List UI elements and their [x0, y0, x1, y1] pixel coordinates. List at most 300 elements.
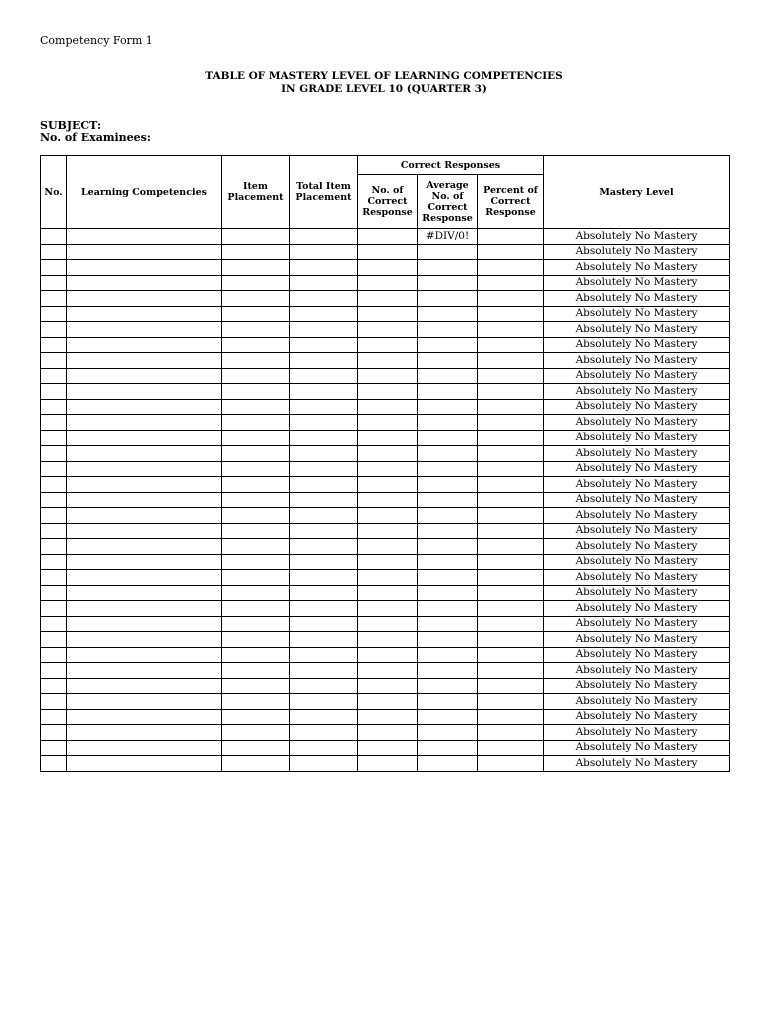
cell-average-correct [418, 353, 478, 369]
cell-no-correct [358, 384, 418, 400]
cell-average-correct: #DIV/0! [418, 229, 478, 245]
header-correct-responses: Correct Responses [358, 156, 544, 175]
cell-percent-correct [478, 368, 544, 384]
cell-total-item-placement [290, 647, 358, 663]
cell-competency [67, 461, 222, 477]
cell-total-item-placement [290, 275, 358, 291]
cell-average-correct [418, 415, 478, 431]
cell-percent-correct [478, 554, 544, 570]
cell-competency [67, 337, 222, 353]
table-row [41, 539, 730, 555]
cell-percent-correct [478, 508, 544, 524]
table-row [41, 337, 730, 353]
cell-competency [67, 384, 222, 400]
cell-average-correct [418, 570, 478, 586]
cell-mastery-level: Absolutely No Mastery [544, 694, 730, 710]
cell-no [41, 244, 67, 260]
cell-no-correct [358, 368, 418, 384]
cell-no [41, 461, 67, 477]
cell-average-correct [418, 539, 478, 555]
cell-item-placement [222, 616, 290, 632]
cell-no-correct [358, 539, 418, 555]
subject-label: SUBJECT: [40, 119, 102, 132]
table-row [41, 353, 730, 369]
cell-total-item-placement [290, 430, 358, 446]
cell-mastery-level: Absolutely No Mastery [544, 477, 730, 493]
cell-mastery-level: Absolutely No Mastery [544, 306, 730, 322]
cell-competency [67, 430, 222, 446]
cell-mastery-level: Absolutely No Mastery [544, 291, 730, 307]
cell-item-placement [222, 368, 290, 384]
cell-competency [67, 275, 222, 291]
cell-item-placement [222, 337, 290, 353]
cell-mastery-level: Absolutely No Mastery [544, 585, 730, 601]
cell-percent-correct [478, 725, 544, 741]
cell-item-placement [222, 539, 290, 555]
cell-total-item-placement [290, 260, 358, 276]
cell-no [41, 756, 67, 772]
table-row [41, 368, 730, 384]
cell-item-placement [222, 430, 290, 446]
cell-no [41, 260, 67, 276]
cell-item-placement [222, 322, 290, 338]
cell-no [41, 353, 67, 369]
table-row [41, 415, 730, 431]
cell-no-correct [358, 709, 418, 725]
cell-mastery-level: Absolutely No Mastery [544, 756, 730, 772]
cell-percent-correct [478, 570, 544, 586]
cell-competency [67, 523, 222, 539]
cell-percent-correct [478, 384, 544, 400]
header-item-placement: Item Placement [222, 156, 290, 229]
cell-competency [67, 368, 222, 384]
header-learning-competencies: Learning Competencies [67, 156, 222, 229]
cell-no [41, 368, 67, 384]
cell-total-item-placement [290, 756, 358, 772]
cell-no [41, 508, 67, 524]
cell-average-correct [418, 678, 478, 694]
table-row [41, 260, 730, 276]
cell-item-placement [222, 585, 290, 601]
cell-item-placement [222, 291, 290, 307]
cell-item-placement [222, 399, 290, 415]
cell-item-placement [222, 260, 290, 276]
cell-mastery-level: Absolutely No Mastery [544, 740, 730, 756]
cell-percent-correct [478, 756, 544, 772]
table-row [41, 291, 730, 307]
cell-percent-correct [478, 492, 544, 508]
cell-no-correct [358, 415, 418, 431]
cell-competency [67, 678, 222, 694]
cell-no-correct [358, 647, 418, 663]
cell-total-item-placement [290, 492, 358, 508]
cell-no-correct [358, 508, 418, 524]
cell-item-placement [222, 229, 290, 245]
cell-total-item-placement [290, 740, 358, 756]
cell-total-item-placement [290, 539, 358, 555]
cell-mastery-level: Absolutely No Mastery [544, 384, 730, 400]
cell-percent-correct [478, 275, 544, 291]
cell-mastery-level: Absolutely No Mastery [544, 725, 730, 741]
cell-item-placement [222, 508, 290, 524]
cell-item-placement [222, 415, 290, 431]
cell-item-placement [222, 446, 290, 462]
cell-no [41, 523, 67, 539]
cell-percent-correct [478, 322, 544, 338]
cell-item-placement [222, 570, 290, 586]
cell-no [41, 694, 67, 710]
cell-competency [67, 353, 222, 369]
cell-item-placement [222, 523, 290, 539]
cell-average-correct [418, 601, 478, 617]
cell-no-correct [358, 616, 418, 632]
cell-mastery-level: Absolutely No Mastery [544, 399, 730, 415]
cell-no [41, 725, 67, 741]
cell-total-item-placement [290, 663, 358, 679]
cell-no-correct [358, 275, 418, 291]
cell-no [41, 229, 67, 245]
header-percent-correct: Percent of Correct Response [478, 175, 544, 229]
cell-percent-correct [478, 244, 544, 260]
cell-percent-correct [478, 430, 544, 446]
cell-no-correct [358, 725, 418, 741]
table-row [41, 663, 730, 679]
cell-total-item-placement [290, 554, 358, 570]
cell-no [41, 446, 67, 462]
cell-total-item-placement [290, 291, 358, 307]
cell-percent-correct [478, 306, 544, 322]
cell-average-correct [418, 291, 478, 307]
cell-mastery-level: Absolutely No Mastery [544, 275, 730, 291]
cell-no-correct [358, 632, 418, 648]
cell-no [41, 663, 67, 679]
cell-total-item-placement [290, 523, 358, 539]
cell-mastery-level: Absolutely No Mastery [544, 244, 730, 260]
cell-no-correct [358, 306, 418, 322]
cell-mastery-level: Absolutely No Mastery [544, 229, 730, 245]
cell-no-correct [358, 229, 418, 245]
cell-average-correct [418, 647, 478, 663]
cell-no [41, 384, 67, 400]
cell-average-correct [418, 461, 478, 477]
cell-no [41, 275, 67, 291]
cell-competency [67, 756, 222, 772]
cell-no [41, 647, 67, 663]
table-row [41, 446, 730, 462]
table-row [41, 740, 730, 756]
table-row [41, 585, 730, 601]
cell-percent-correct [478, 337, 544, 353]
cell-no-correct [358, 477, 418, 493]
cell-item-placement [222, 477, 290, 493]
cell-no [41, 585, 67, 601]
table-row [41, 554, 730, 570]
table-row [41, 275, 730, 291]
cell-item-placement [222, 740, 290, 756]
cell-no-correct [358, 756, 418, 772]
cell-total-item-placement [290, 322, 358, 338]
cell-mastery-level: Absolutely No Mastery [544, 337, 730, 353]
header-average-correct: Average No. of Correct Response [418, 175, 478, 229]
cell-competency [67, 244, 222, 260]
cell-item-placement [222, 663, 290, 679]
cell-percent-correct [478, 601, 544, 617]
cell-no-correct [358, 663, 418, 679]
cell-item-placement [222, 353, 290, 369]
cell-total-item-placement [290, 694, 358, 710]
cell-mastery-level: Absolutely No Mastery [544, 492, 730, 508]
cell-mastery-level: Absolutely No Mastery [544, 353, 730, 369]
header-total-item-placement: Total Item Placement [290, 156, 358, 229]
cell-no-correct [358, 461, 418, 477]
cell-no [41, 337, 67, 353]
table-row [41, 694, 730, 710]
cell-no [41, 430, 67, 446]
cell-total-item-placement [290, 477, 358, 493]
table-row [41, 244, 730, 260]
cell-item-placement [222, 678, 290, 694]
table-row [41, 632, 730, 648]
cell-no-correct [358, 260, 418, 276]
cell-competency [67, 399, 222, 415]
cell-competency [67, 415, 222, 431]
table-row [41, 477, 730, 493]
table-body [41, 229, 730, 772]
cell-average-correct [418, 725, 478, 741]
cell-mastery-level: Absolutely No Mastery [544, 601, 730, 617]
cell-competency [67, 709, 222, 725]
table-row [41, 430, 730, 446]
table-row [41, 399, 730, 415]
cell-item-placement [222, 244, 290, 260]
cell-item-placement [222, 492, 290, 508]
cell-average-correct [418, 244, 478, 260]
table-row [41, 601, 730, 617]
cell-percent-correct [478, 632, 544, 648]
cell-average-correct [418, 399, 478, 415]
cell-average-correct [418, 492, 478, 508]
table-row [41, 461, 730, 477]
cell-mastery-level: Absolutely No Mastery [544, 570, 730, 586]
cell-mastery-level: Absolutely No Mastery [544, 260, 730, 276]
table-row [41, 725, 730, 741]
cell-mastery-level: Absolutely No Mastery [544, 461, 730, 477]
cell-percent-correct [478, 461, 544, 477]
cell-no-correct [358, 523, 418, 539]
cell-no-correct [358, 353, 418, 369]
cell-percent-correct [478, 260, 544, 276]
cell-item-placement [222, 694, 290, 710]
page-title: TABLE OF MASTERY LEVEL OF LEARNING COMPETENCIES [205, 70, 563, 82]
cell-no-correct [358, 399, 418, 415]
cell-no [41, 570, 67, 586]
cell-no-correct [358, 740, 418, 756]
cell-item-placement [222, 554, 290, 570]
cell-competency [67, 260, 222, 276]
cell-no-correct [358, 570, 418, 586]
cell-total-item-placement [290, 384, 358, 400]
cell-item-placement [222, 725, 290, 741]
cell-no-correct [358, 694, 418, 710]
cell-total-item-placement [290, 353, 358, 369]
cell-total-item-placement [290, 244, 358, 260]
cell-percent-correct [478, 585, 544, 601]
cell-total-item-placement [290, 446, 358, 462]
cell-average-correct [418, 632, 478, 648]
cell-average-correct [418, 306, 478, 322]
cell-average-correct [418, 523, 478, 539]
cell-mastery-level: Absolutely No Mastery [544, 523, 730, 539]
cell-average-correct [418, 275, 478, 291]
cell-average-correct [418, 663, 478, 679]
table-row [41, 570, 730, 586]
cell-mastery-level: Absolutely No Mastery [544, 632, 730, 648]
cell-total-item-placement [290, 678, 358, 694]
cell-no-correct [358, 601, 418, 617]
cell-no [41, 477, 67, 493]
cell-percent-correct [478, 694, 544, 710]
cell-no-correct [358, 678, 418, 694]
cell-total-item-placement [290, 337, 358, 353]
header-no: No. [41, 156, 67, 229]
table-row [41, 756, 730, 772]
cell-percent-correct [478, 678, 544, 694]
cell-no-correct [358, 446, 418, 462]
cell-competency [67, 694, 222, 710]
cell-item-placement [222, 709, 290, 725]
mastery-table [40, 155, 730, 772]
cell-percent-correct [478, 415, 544, 431]
cell-total-item-placement [290, 632, 358, 648]
cell-item-placement [222, 384, 290, 400]
cell-percent-correct [478, 446, 544, 462]
cell-percent-correct [478, 523, 544, 539]
cell-item-placement [222, 461, 290, 477]
cell-total-item-placement [290, 461, 358, 477]
cell-total-item-placement [290, 229, 358, 245]
cell-percent-correct [478, 229, 544, 245]
cell-no [41, 616, 67, 632]
cell-percent-correct [478, 477, 544, 493]
cell-no-correct [358, 554, 418, 570]
cell-total-item-placement [290, 306, 358, 322]
cell-average-correct [418, 446, 478, 462]
cell-no [41, 601, 67, 617]
table-row [41, 523, 730, 539]
cell-average-correct [418, 337, 478, 353]
cell-average-correct [418, 740, 478, 756]
cell-average-correct [418, 384, 478, 400]
cell-item-placement [222, 306, 290, 322]
table-row [41, 229, 730, 245]
cell-competency [67, 306, 222, 322]
cell-percent-correct [478, 709, 544, 725]
cell-mastery-level: Absolutely No Mastery [544, 678, 730, 694]
table-row [41, 306, 730, 322]
cell-no [41, 740, 67, 756]
cell-competency [67, 725, 222, 741]
cell-mastery-level: Absolutely No Mastery [544, 508, 730, 524]
cell-competency [67, 322, 222, 338]
cell-total-item-placement [290, 570, 358, 586]
header-mastery-level: Mastery Level [544, 156, 730, 229]
cell-mastery-level: Absolutely No Mastery [544, 709, 730, 725]
cell-competency [67, 508, 222, 524]
cell-total-item-placement [290, 616, 358, 632]
cell-mastery-level: Absolutely No Mastery [544, 415, 730, 431]
cell-item-placement [222, 601, 290, 617]
cell-competency [67, 492, 222, 508]
cell-competency [67, 477, 222, 493]
cell-percent-correct [478, 616, 544, 632]
cell-mastery-level: Absolutely No Mastery [544, 322, 730, 338]
cell-average-correct [418, 368, 478, 384]
cell-average-correct [418, 694, 478, 710]
cell-no [41, 632, 67, 648]
cell-competency [67, 663, 222, 679]
cell-no-correct [358, 430, 418, 446]
cell-no-correct [358, 291, 418, 307]
table-row [41, 508, 730, 524]
cell-no [41, 709, 67, 725]
cell-total-item-placement [290, 725, 358, 741]
cell-no-correct [358, 322, 418, 338]
cell-competency [67, 647, 222, 663]
table-row [41, 678, 730, 694]
cell-no [41, 306, 67, 322]
cell-mastery-level: Absolutely No Mastery [544, 647, 730, 663]
cell-percent-correct [478, 647, 544, 663]
cell-mastery-level: Absolutely No Mastery [544, 539, 730, 555]
cell-competency [67, 601, 222, 617]
cell-average-correct [418, 322, 478, 338]
cell-percent-correct [478, 740, 544, 756]
cell-item-placement [222, 632, 290, 648]
cell-total-item-placement [290, 399, 358, 415]
cell-average-correct [418, 477, 478, 493]
cell-percent-correct [478, 399, 544, 415]
cell-competency [67, 446, 222, 462]
cell-percent-correct [478, 353, 544, 369]
cell-competency [67, 616, 222, 632]
cell-no [41, 539, 67, 555]
header-no-correct: No. of Correct Response [358, 175, 418, 229]
cell-item-placement [222, 647, 290, 663]
cell-competency [67, 554, 222, 570]
cell-total-item-placement [290, 709, 358, 725]
cell-no [41, 415, 67, 431]
cell-no [41, 291, 67, 307]
table-row [41, 616, 730, 632]
cell-no [41, 322, 67, 338]
cell-average-correct [418, 430, 478, 446]
cell-no-correct [358, 244, 418, 260]
table-row [41, 492, 730, 508]
cell-mastery-level: Absolutely No Mastery [544, 663, 730, 679]
cell-mastery-level: Absolutely No Mastery [544, 446, 730, 462]
form-label: Competency Form 1 [40, 34, 153, 47]
cell-item-placement [222, 275, 290, 291]
table-row [41, 709, 730, 725]
cell-no [41, 399, 67, 415]
page-subtitle: IN GRADE LEVEL 10 (QUARTER 3) [281, 83, 487, 95]
cell-competency [67, 229, 222, 245]
cell-percent-correct [478, 291, 544, 307]
cell-mastery-level: Absolutely No Mastery [544, 616, 730, 632]
table-row [41, 647, 730, 663]
cell-no [41, 678, 67, 694]
examinees-label: No. of Examinees: [40, 131, 151, 144]
